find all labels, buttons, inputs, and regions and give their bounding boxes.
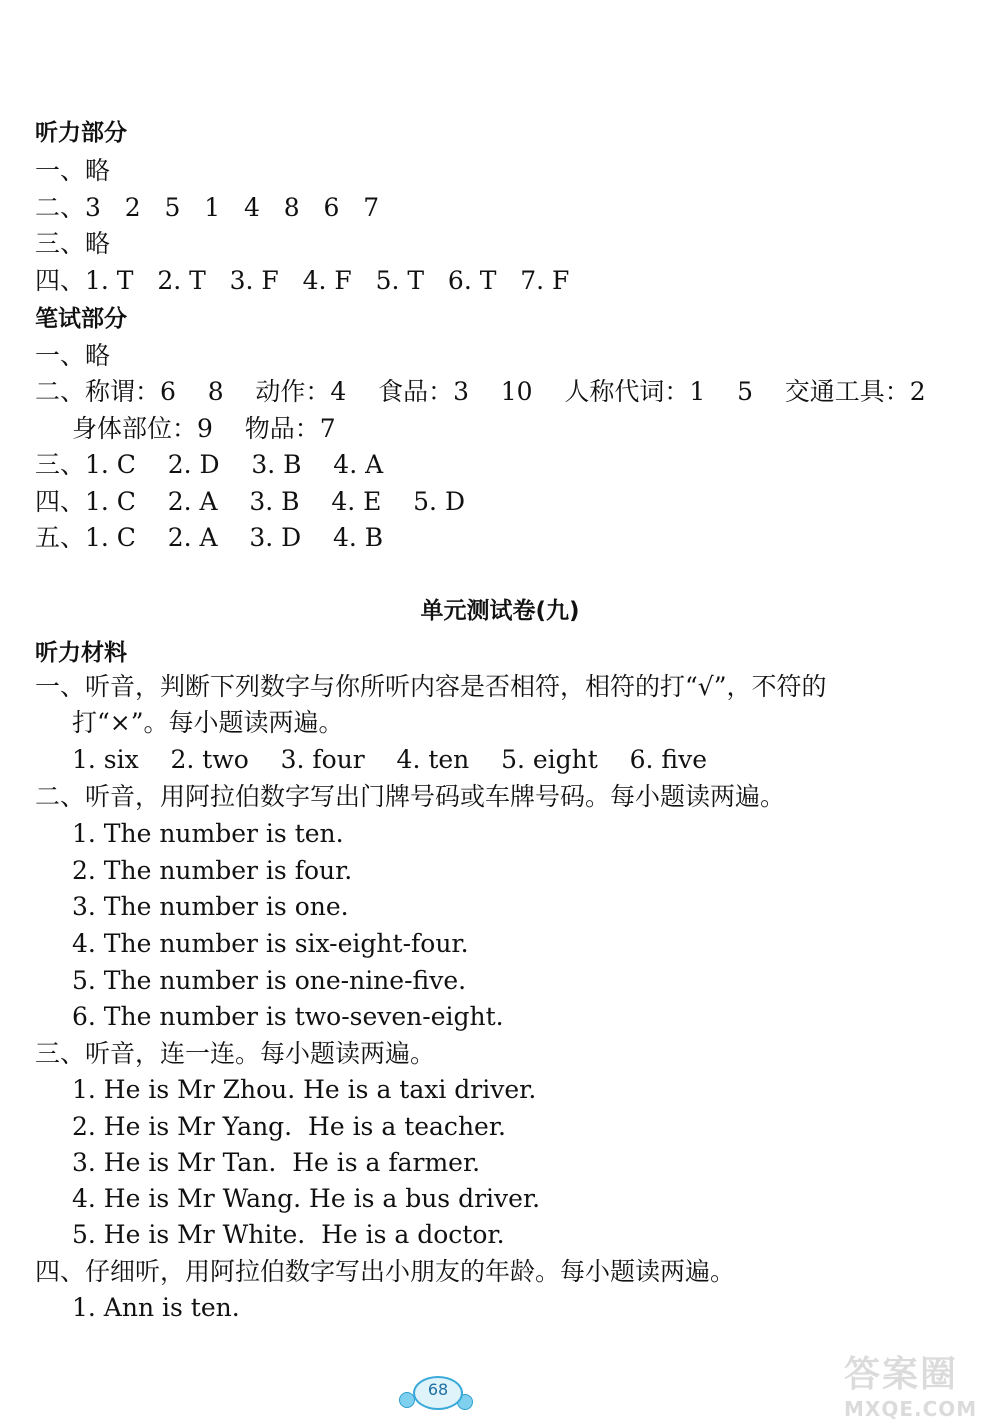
answer-line: 二、3 2 5 1 4 8 6 7 xyxy=(35,193,380,222)
material-line: 3. He is Mr Tan. He is a farmer. xyxy=(72,1148,481,1177)
material-line: 二、听音，用阿拉伯数字写出门牌号码或车牌号码。每小题读两遍。 xyxy=(35,782,786,811)
section-title-listening: 听力部分 xyxy=(35,120,127,146)
answer-line: 一、略 xyxy=(35,156,111,185)
material-line: 6. The number is two-seven-eight. xyxy=(72,1002,504,1031)
watermark-logo xyxy=(844,1346,994,1421)
page-number: 68 xyxy=(427,1380,449,1399)
material-line: 1. Ann is ten. xyxy=(72,1293,240,1322)
material-line: 1. The number is ten. xyxy=(72,819,344,848)
answer-line: 四、1. C 2. A 3. B 4. E 5. D xyxy=(35,487,465,516)
watermark-text-bottom: MXQE.COM xyxy=(844,1397,978,1421)
answer-line: 三、略 xyxy=(35,229,111,258)
material-line: 4. He is Mr Wang. He is a bus driver. xyxy=(72,1184,541,1213)
material-line: 4. The number is six-eight-four. xyxy=(72,929,469,958)
material-line: 三、听音，连一连。每小题读两遍。 xyxy=(35,1039,436,1068)
unit-test-title: 单元测试卷(九) xyxy=(420,598,580,624)
material-line: 打“×”。每小题读两遍。 xyxy=(72,708,344,737)
answer-line: 一、略 xyxy=(35,341,111,370)
material-line: 一、听音，判断下列数字与你所听内容是否相符，相符的打“√”，不符的 xyxy=(35,672,827,701)
watermark-text-top: 答案圈 xyxy=(844,1354,959,1395)
section-title-material: 听力材料 xyxy=(35,640,127,666)
material-line: 2. The number is four. xyxy=(72,856,353,885)
material-line: 3. The number is one. xyxy=(72,892,349,921)
material-line: 5. The number is one-nine-five. xyxy=(72,966,467,995)
answer-line: 身体部位：9 物品：7 xyxy=(72,414,336,443)
answer-line: 四、1. T 2. T 3. F 4. F 5. T 6. T 7. F xyxy=(35,266,570,295)
section-title-written: 笔试部分 xyxy=(35,306,127,332)
material-line: 1. six 2. two 3. four 4. ten 5. eight 6. five xyxy=(72,745,707,774)
material-line: 1. He is Mr Zhou. He is a taxi driver. xyxy=(72,1075,537,1104)
answer-line: 二、称谓：6 8 动作：4 食品：3 10 人称代词：1 5 交通工具：2 xyxy=(35,377,926,406)
material-line: 5. He is Mr White. He is a doctor. xyxy=(72,1220,505,1249)
material-line: 2. He is Mr Yang. He is a teacher. xyxy=(72,1112,506,1141)
answer-line: 五、1. C 2. A 3. D 4. B xyxy=(35,523,384,552)
material-line: 四、仔细听，用阿拉伯数字写出小朋友的年龄。每小题读两遍。 xyxy=(35,1257,736,1286)
page-number-badge xyxy=(405,1374,465,1410)
answer-line: 三、1. C 2. D 3. B 4. A xyxy=(35,450,384,479)
